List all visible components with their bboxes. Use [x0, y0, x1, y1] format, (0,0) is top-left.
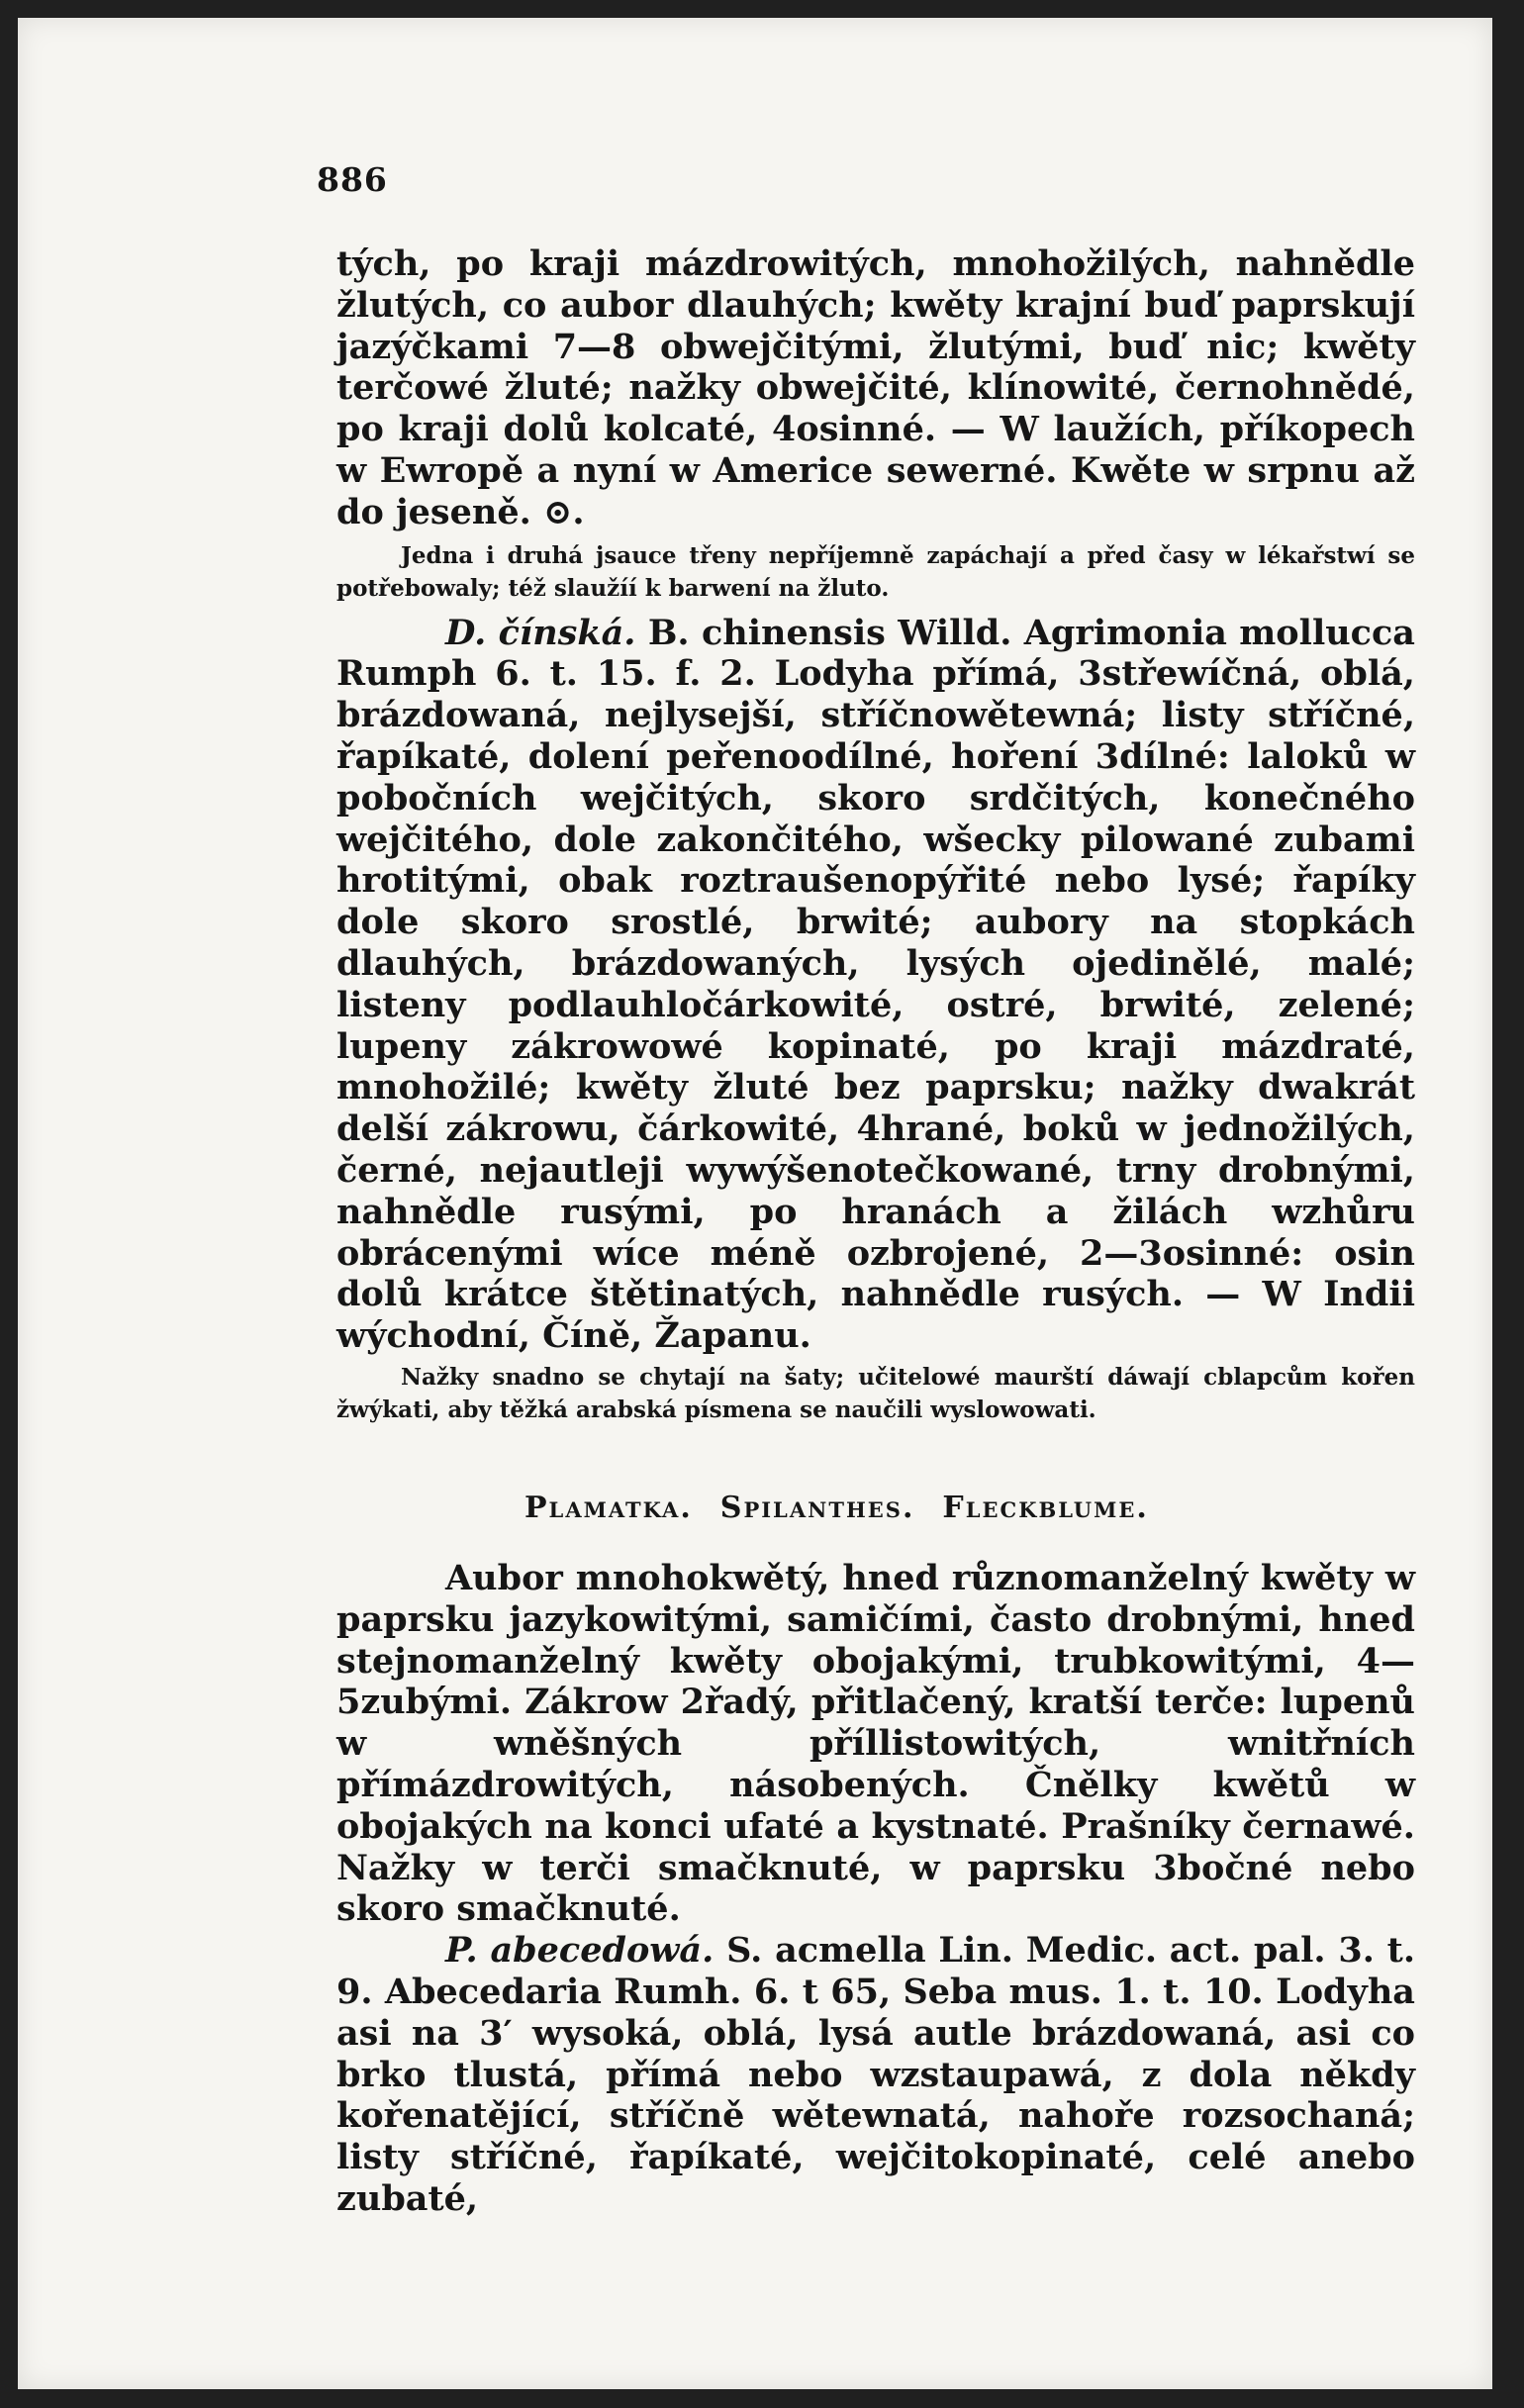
page-number: 886 [317, 160, 388, 199]
section-dwojzub-continued [336, 243, 1415, 1426]
species-description: B. chinensis Willd. Agrimonia mollucca Rumph 6. t. 15. f. 2. Lodyha přímá, 3střewíčná, oblá, brázdowaná, nejlysejší, stříčnowětewná; listy stříčné, řapíkaté, dolení peřenoodílné, hoření 3dílné: laloků w pobočních wejčitých, skoro srdčitých, konečného wejčitého, dole zakončitého, wšecky pilowané zubami hrotitými, obak roztraušenopýřité nebo lysé; řapíky dole skoro srostlé, brwité; aubory na stopkách dlauhých, brázdowaných, lysých ojedinělé, malé; listeny podlauhločárkowité, ostré, brwité, zelené; lupeny zákrowowé kopinaté, po kraji mázdraté, mnohožilé; kwěty žluté bez paprsku; nažky dwakrát delší zákrowu, čárkowité, 4hrané, boků w jednožilých, černé, nejautleji wywýšenotečkowané, trny drobnými, nahnědle rusými, po hranách a žilách wzhůru obrácenými wíce méně ozbrojené, 2—3osinné: osin dolů krátce štětinatých, nahnědle rusých. — W Indii wýchodní, Číně, Žapanu. [336, 612, 1415, 1357]
description-paragraph: tých, po kraji mázdrowitých, mnohožilých, nahnědle žlutých, co aubor dlauhých; kwěty krajní buď paprskují jazýčkami 7—8 obwejčitými, žlutými, buď nic; kwěty terčowé žluté; nažky obwejčité, klínowité, černohnědé, po kraji dolů kolcaté, 4osinné. — W laužích, příkopech w Ewropě a nyní w Americe sewerné. Kwěte w srpnu až do jeseně. ⊙. [336, 243, 1415, 532]
genus-description: Aubor mnohokwětý, hned různomanželný kwěty w paprsku jazykowitými, samičími, často drobnými, hned stejnomanželný kwěty obojakými, trubkowitými, 4—5zubými. Zákrow 2řadý, přitlačený, kratší terče: lupenů w wněšných příllistowitých, wnitřních přímázdrowitých, násobených. Čnělky kwětů w obojakých na konci ufaté a kystnaté. Prašníky černawé. Nažky w terči smačknuté, w paprsku 3bočné nebo skoro smačknuté. [336, 1558, 1415, 1930]
species-paragraph [336, 613, 1415, 1357]
species-paragraph-2 [336, 1930, 1415, 2220]
species-description-2: S. acmella Lin. Medic. act. pal. 3. t. 9. Abecedaria Rumh. 6. t 65, Seba mus. 1. t. 10. Lodyha asi na 3′ wysoká, oblá, lysá autle brázdowaná, asi co brko tlustá, přímá nebo wzstaupawá, z dola někdy kořenatějící, stříčně wětewnatá, nahoře rozsochaná; listy stříčné, řapíkaté, wejčitokopinaté, celé anebo zubaté, [336, 1930, 1416, 2219]
species-name: D. čínská. [445, 612, 636, 653]
genus-heading [524, 1491, 1277, 1525]
section-plamatka [336, 1558, 1415, 2220]
genus-name-german: Fleckblume. [942, 1491, 1149, 1525]
note-paragraph-2: Nažky snadno se chytají na šaty; učitelowé maurští dáwají cblapcům kořen žwýkati, aby těžká arabská písmena se naučili wyslowowati. [336, 1363, 1415, 1423]
genus-name-latin: Spilanthes. [719, 1491, 915, 1525]
species-name-2: P. abecedowá. [445, 1930, 714, 1972]
genus-name-czech: Plamatka. [524, 1491, 693, 1525]
note-paragraph: Jedna i druhá jsauce třeny nepříjemně zapáchají a před časy w lékařstwí se potřebowaly; též slaužíí k barwení na žluto. [336, 541, 1415, 602]
